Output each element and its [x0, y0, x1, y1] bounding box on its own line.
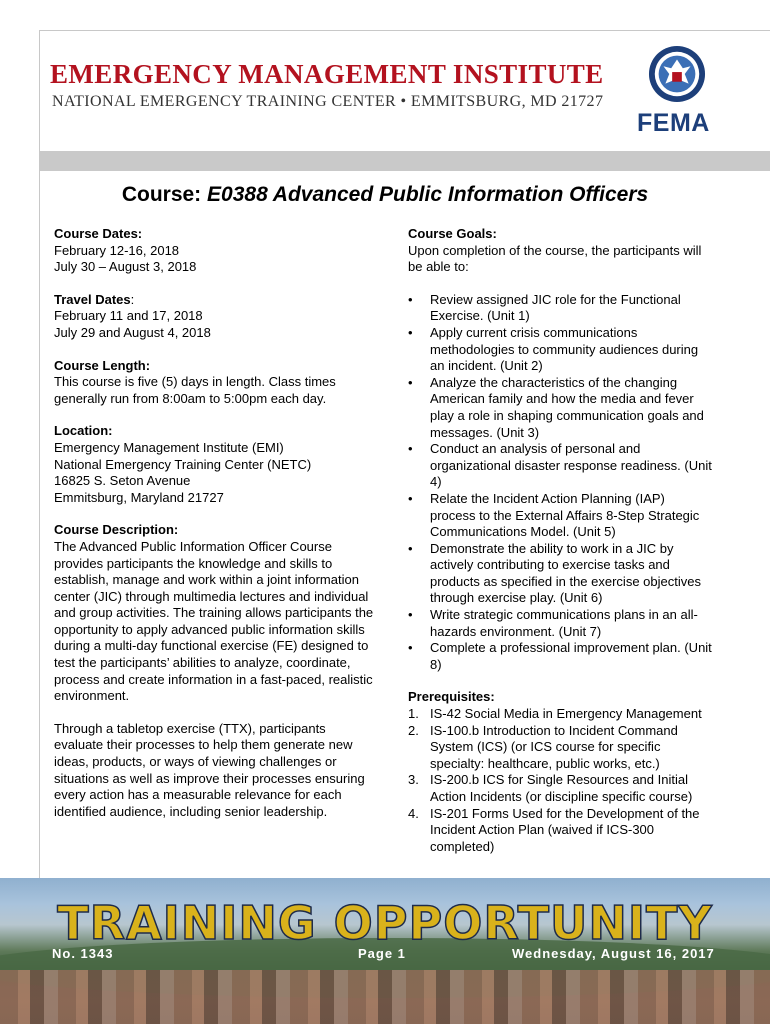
goal-item: • Demonstrate the ability to work in a JIC by actively contributing to exercise tasks and products as specified in the exercise objectives through exercise play. (Unit 6): [408, 540, 701, 606]
course-dates-heading: Course Dates:: [54, 226, 143, 241]
course-name: E0388 Advanced Public Information Officers: [207, 183, 649, 206]
course-description-paragraph: The Advanced Public Information Officer Course provides participants the knowledge and skills to establish, manage and work within a joint information center (JIC) through multimedia lectures and individual and group activities. The training allows participants the opportunity to apply advanced public information skills during a multi-day functional exercise (FE) designed to test the participants’ abilities to analyze, coordinate, process and create information in a fast-paced, realistic environment.: [54, 538, 374, 704]
course-date: February 12-16, 2018: [54, 242, 180, 258]
travel-dates-heading: Travel Dates:: [54, 291, 135, 307]
goal-item: • Review assigned JIC role for the Functional Exercise. (Unit 1): [408, 291, 681, 324]
prerequisite-item: 1. IS-42 Social Media in Emergency Management: [408, 706, 702, 722]
bullet-icon: •: [408, 291, 413, 307]
location-line: 16825 S. Seton Avenue: [54, 473, 191, 489]
course-goals-section: [408, 226, 713, 276]
header-divider: [40, 151, 770, 171]
issue-number: No. 1343: [52, 946, 114, 961]
goal-item: • Relate the Incident Action Planning (IAP) process to the External Affairs 8-Step Strategic Communications Model. (Unit 5): [408, 490, 700, 540]
banner-title: TRAINING OPPORTUNITY: [57, 896, 713, 950]
training-opportunity-banner: [0, 878, 770, 1024]
course-goals-list: [408, 292, 713, 674]
bullet-icon: •: [408, 324, 413, 340]
course-length-heading: Course Length:: [54, 357, 151, 373]
course-length-section: [54, 358, 374, 408]
page-number: Page 1: [358, 946, 406, 961]
bullet-icon: •: [408, 540, 413, 556]
goal-item: • Complete a professional improvement plan. (Unit 8): [408, 640, 712, 672]
location-line: Emergency Management Institute (EMI): [54, 439, 284, 455]
bullet-icon: •: [408, 490, 413, 506]
institute-title: EMERGENCY MANAGEMENT INSTITUTE: [50, 59, 604, 89]
course-description-heading: Course Description:: [54, 522, 179, 538]
fema-logo: FEMA: [637, 109, 710, 137]
course-title: [0, 183, 770, 207]
goal-item: • Conduct an analysis of personal and organizational disaster response readiness. (Unit 4): [408, 441, 712, 490]
header: [40, 31, 770, 151]
goal-item: • Apply current crisis communications methodologies to community audiences during an incident. (Unit 2): [408, 324, 699, 374]
travel-date: February 11 and 17, 2018: [54, 308, 203, 324]
prerequisite-item: 2. IS-100.b Introduction to Incident Command System (ICS) (or ICS course for specific specialty: healthcare, public works, etc.): [408, 722, 678, 771]
course-goals-intro: Upon completion of the course, the participants will be able to:: [408, 242, 702, 275]
travel-dates-section: [54, 292, 374, 342]
course-dates-section: [54, 226, 374, 276]
bullet-icon: •: [408, 607, 413, 623]
location-section: [54, 423, 374, 506]
bullet-icon: •: [408, 374, 413, 390]
location-line: National Emergency Training Center (NETC): [54, 456, 312, 472]
right-column: [408, 226, 713, 855]
dhs-seal-icon: [648, 45, 706, 103]
banner-campus-image: [0, 970, 770, 1024]
prerequisite-item: 3. IS-200.b ICS for Single Resources and Initial Action Incidents (or discipline specific course): [408, 772, 693, 804]
prerequisite-item: 4. IS-201 Forms Used for the Development of the Incident Action Plan (waived if ICS-300 completed): [408, 805, 700, 854]
travel-date: July 29 and August 4, 2018: [54, 324, 211, 340]
goal-item: • Write strategic communications plans in an all-hazards environment. (Unit 7): [408, 607, 698, 639]
course-length-text: This course is five (5) days in length. Class times generally run from 8:00am to 5:00pm each day.: [54, 374, 336, 406]
prerequisites-section: [408, 689, 713, 855]
left-column: [54, 226, 374, 836]
course-description-paragraph: Through a tabletop exercise (TTX), participants evaluate their processes to help them generate new ideas, products, or ways of viewing challenges or situations as well as improve their processes ensuring every action has a measurable relevance for each identified audience, including senior leadership.: [54, 720, 365, 819]
prerequisites-heading: Prerequisites:: [408, 689, 495, 705]
location-heading: Location:: [54, 423, 113, 439]
institute-subtitle: NATIONAL EMERGENCY TRAINING CENTER • EMMITSBURG, MD 21727: [52, 93, 604, 110]
bullet-icon: •: [408, 640, 413, 656]
location-line: Emmitsburg, Maryland 21727: [54, 489, 224, 505]
course-goals-heading: Course Goals:: [408, 226, 497, 241]
course-prefix: Course:: [121, 183, 202, 206]
bullet-icon: •: [408, 441, 413, 457]
course-description-section: [54, 522, 374, 820]
goal-item: • Analyze the characteristics of the changing American family and how the media and fever play a role in shaping communication goals and messages. (Unit 3): [408, 374, 704, 440]
course-date: July 30 – August 3, 2018: [54, 259, 197, 275]
prerequisites-list: [408, 706, 713, 855]
issue-date: Wednesday, August 16, 2017: [512, 946, 715, 961]
